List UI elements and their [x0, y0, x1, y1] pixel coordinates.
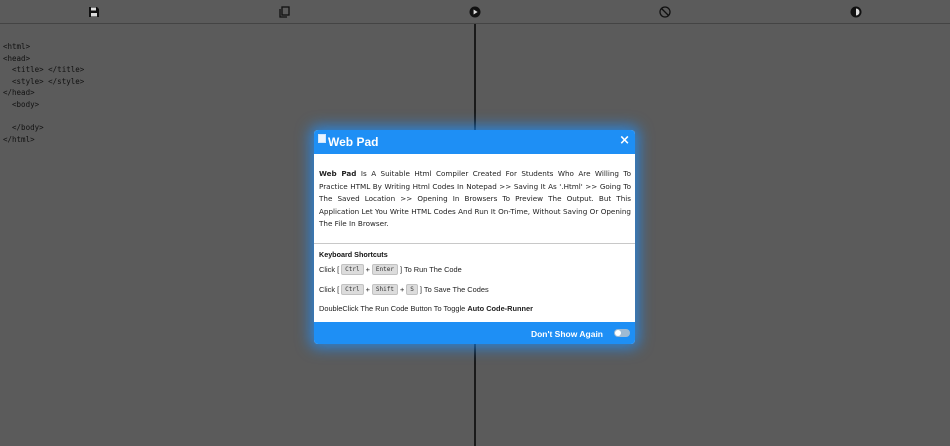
copy-icon [278, 6, 290, 18]
shortcut-run [319, 264, 462, 275]
dont-show-label: Don't Show Again [530, 329, 603, 339]
modal-footer [314, 322, 635, 344]
clear-button[interactable] [656, 3, 674, 20]
key-ctrl: Ctrl [341, 284, 363, 295]
shortcut-suffix: ] To Save The Codes [419, 285, 489, 294]
plus-sign: + [365, 285, 370, 294]
desc-bold: Web Pad [319, 169, 357, 178]
desc-text: Is A Suitable Html Compiler Created For Students Who Are Willing To Practice HTML By Writing Html Codes In Notepad >> Saving It As '.Html' >> Going To The Saved Location >> Opening In Browsers To Preview The Output. But This Application Let You Write HTML Codes And Run It On-Time, Without Saving Or Opening The File In Browser. [319, 169, 631, 229]
plus-sign: + [399, 285, 405, 294]
dont-show-toggle[interactable] [614, 329, 630, 337]
modal-description [319, 168, 631, 231]
shortcut-save [319, 284, 489, 295]
shortcut-prefix: Click [ [319, 265, 340, 274]
key-shift: Shift [372, 284, 398, 295]
shortcut-prefix: Click [ [319, 285, 340, 294]
theme-button[interactable] [847, 3, 865, 20]
key-ctrl: Ctrl [341, 264, 363, 275]
copy-button[interactable] [275, 3, 293, 20]
toolbar [0, 0, 950, 24]
key-enter: Enter [372, 264, 398, 275]
run-button[interactable] [466, 3, 484, 20]
modal-title: Web Pad [328, 135, 379, 149]
modal-header [314, 130, 635, 154]
shortcut-autorun [319, 304, 533, 313]
about-modal [314, 130, 635, 344]
key-s: S [406, 284, 418, 295]
code-text[interactable]: <html> <head> <title> </title> <style> </style> </head> <body> </body> </html> [3, 42, 85, 144]
play-icon [469, 6, 481, 18]
shortcuts-title: Keyboard Shortcuts [319, 250, 388, 259]
shortcut-suffix: ] To Run The Code [399, 265, 462, 274]
close-icon[interactable]: × [619, 133, 630, 148]
shortcut-bold: Auto Code-Runner [467, 304, 534, 313]
logo-icon [318, 134, 326, 143]
plus-sign: + [365, 265, 370, 274]
divider [314, 243, 635, 244]
toggle-knob [615, 330, 621, 336]
contrast-icon [850, 6, 862, 18]
clear-icon [659, 6, 671, 18]
save-icon [88, 6, 100, 18]
save-button[interactable] [85, 3, 103, 20]
shortcut-text: DoubleClick The Run Code Button To Toggle [319, 304, 468, 313]
